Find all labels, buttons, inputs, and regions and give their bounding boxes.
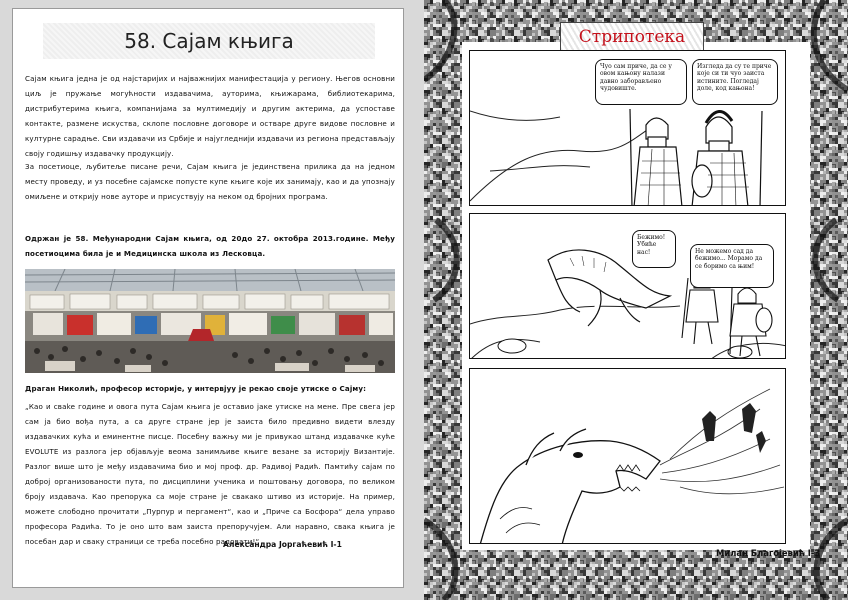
book-fair-photo (25, 269, 395, 373)
comic-panel-3 (469, 368, 786, 544)
speech-bubble: Бежимо! Убиће нас! (632, 230, 676, 268)
article-paragraph: Одржан је 58. Међународни Сајам књига, од 20до 27. октобра 2013.године. Међу посетиоцима била је и Медицинска школа из Лесковца. (25, 234, 395, 258)
article-author: Александра Јоргаћевић I-1 (223, 540, 342, 549)
interview-quote: „Као и свake године и овога пута Сајам књига је оставио јаке утиске на мене. Пре свега јер сам ја био вођа пута, а са друге стране јер је заиста било предивно видети влезду издавачких кућа и еминентне писце. Посебну важњу ми је привукао штанд издавачке куће EVOLUTE из разлога јер објављује веома занимљиве књиге везане за историју Византије. Разлог више што је међу издавачима био и мој проф. др. Радивој Радић. Памтићу сајам по доброј организованости пута, по дисциплини ученика и поштовању договора, по великом броју издавача. Као препорука са моје стране је свакако штиво из историје. На пример, можете слободно прочитати „Пурпур и пергамент“, као и „Приче са Босфора“ дела управо професора Радића. То је оно што вам заиста препоручујем. Али наравно, свака књига је посебан дар и сваку страници се треба посебно радовати!“ (25, 402, 395, 546)
speech-bubble: Не можемо сад да бежимо... Морамо да се боримо са њим! (690, 244, 774, 288)
speech-bubble: Чуо сам приче, да се у овом кањону налази давно заборављено чудовиште. (595, 59, 687, 105)
comic-panel-1 (469, 50, 786, 206)
speech-bubble: Изгледа да су те приче које си ти чуо заиста истините. Погледај доле, код кањона! (692, 59, 778, 105)
title-banner (43, 23, 375, 59)
interview-intro: Драган Николић, професор историје, у интервјуу је рекао своје утиске о Сајму: (25, 384, 367, 393)
left-page (12, 8, 404, 588)
comic-title-banner (560, 22, 704, 52)
comic-panel-2 (469, 213, 786, 359)
comic-author: Милан Благојевић I-3 (716, 548, 821, 558)
article-paragraph: Сајам књига једна је од најстаријих и најважнијих манифестација у региону. Његов основни циљ је пружање могућности издавачима, ауторима, књижарама, библиотекарима, дистрибутерима књига, компанијама за мултимедију и другим актерима, да успоставе контакте, размене искуства, склопе пословне договоре и остваре друге видове пословне и културне сарадње. Сви издавачи из Србије и најугледнији издавачи из региона представљају своју годишњу издавачку продукцију. (25, 74, 395, 158)
article-paragraph: За посетиоце, љубитеље писане речи, Сајам књига је јединствена прилика да на једном месту проведу, и уз посебне сајамске попусте купе књиге које их занимају, као и да упознају омиљене и открију нове ауторе и присуствују на неком од бројних програма. (25, 162, 395, 201)
comic-title: Стрипотека (578, 27, 686, 47)
page-title: 58. Сајам књига (124, 29, 294, 53)
